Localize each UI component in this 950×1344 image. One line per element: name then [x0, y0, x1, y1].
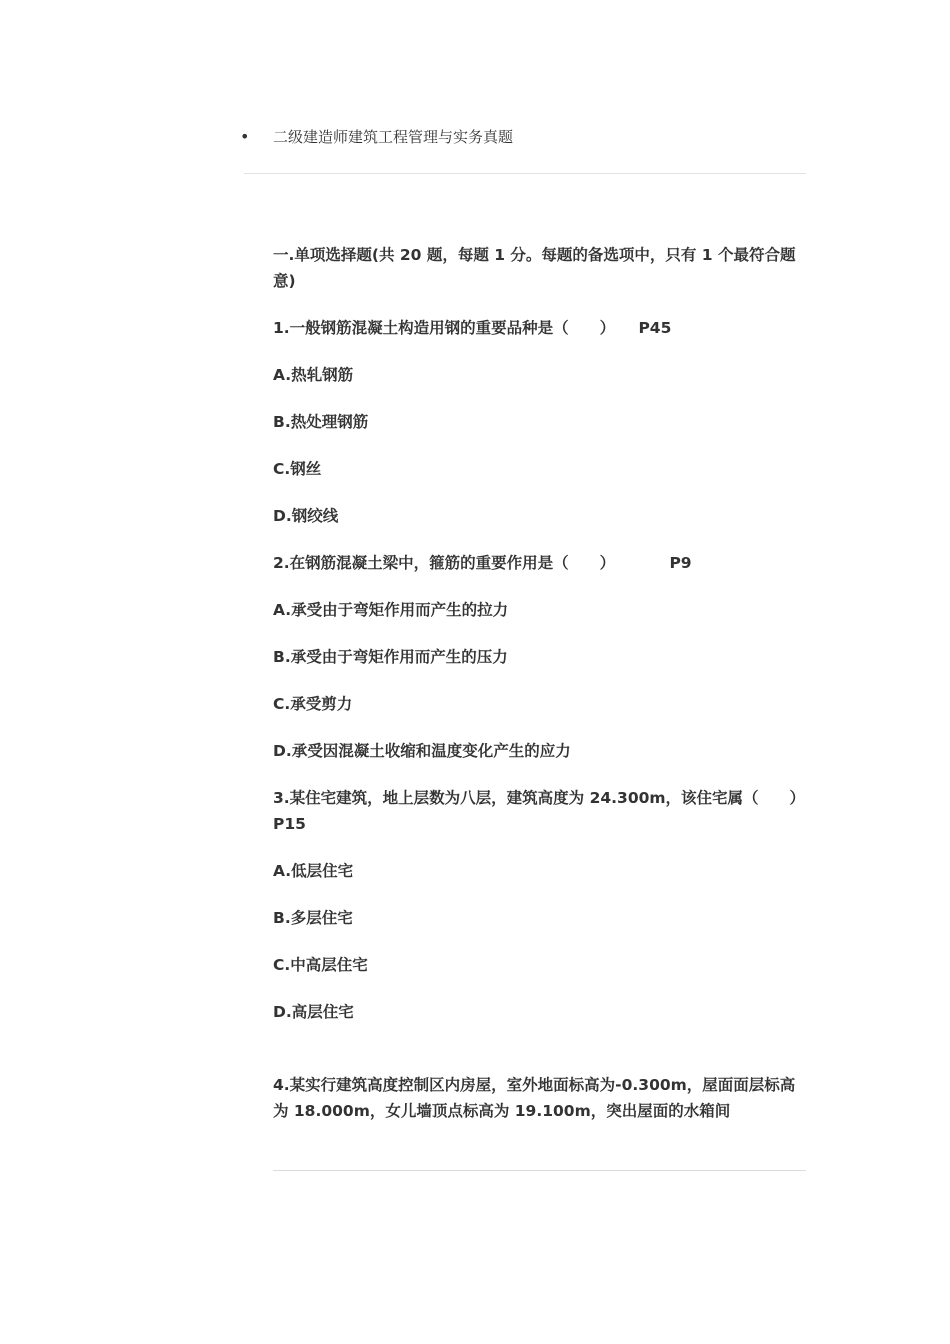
question-stem-2 — [273, 550, 808, 576]
option-3c: C.中高层住宅 — [273, 956, 368, 974]
option-2d: D.承受因混凝土收缩和温度变化产生的应力 — [273, 742, 571, 760]
question-stem-3 — [273, 785, 829, 837]
question-stem-4: 4.某实行建筑高度控制区内房屋，室外地面标高为-0.300m，屋面面层标高为 18.000m，女儿墙顶点标高为 19.100m，突出屋面的水箱间 — [273, 1076, 796, 1120]
option-3a: A.低层住宅 — [273, 862, 354, 880]
document-body — [273, 242, 829, 1145]
section-heading: 一.单项选择题(共 20 题，每题 1 分。每题的备选项中，只有 1 个最符合题意) — [273, 246, 796, 290]
option-3d: D.高层住宅 — [273, 1003, 354, 1021]
option-3b: B.多层住宅 — [273, 909, 353, 927]
bullet-list-item — [240, 124, 810, 150]
page-reference: P9 — [669, 554, 692, 572]
question-text: 3.某住宅建筑，地上层数为八层，建筑高度为 24.300m，该住宅属（ ） — [273, 789, 829, 807]
document-title: 二级建造师建筑工程管理与实务真题 — [273, 128, 514, 146]
option-1d: D.钢绞线 — [273, 507, 339, 525]
question-stem-1 — [273, 315, 808, 341]
question-text: 2.在钢筋混凝土梁中，箍筋的重要作用是（ ） — [273, 554, 670, 572]
option-1c: C.钢丝 — [273, 460, 322, 478]
page-reference: P15 — [273, 815, 306, 833]
divider-bottom — [273, 1170, 806, 1171]
option-2c: C.承受剪力 — [273, 695, 353, 713]
bullet-icon: • — [240, 127, 250, 146]
option-2b: B.承受由于弯矩作用而产生的压力 — [273, 648, 508, 666]
option-1a: A.热轧钢筋 — [273, 366, 354, 384]
page-reference: P45 — [638, 319, 672, 337]
option-2a: A.承受由于弯矩作用而产生的拉力 — [273, 601, 509, 619]
divider-top — [244, 173, 806, 174]
option-1b: B.热处理钢筋 — [273, 413, 369, 431]
question-text: 1.一般钢筋混凝土构造用钢的重要品种是（ ） — [273, 319, 639, 337]
